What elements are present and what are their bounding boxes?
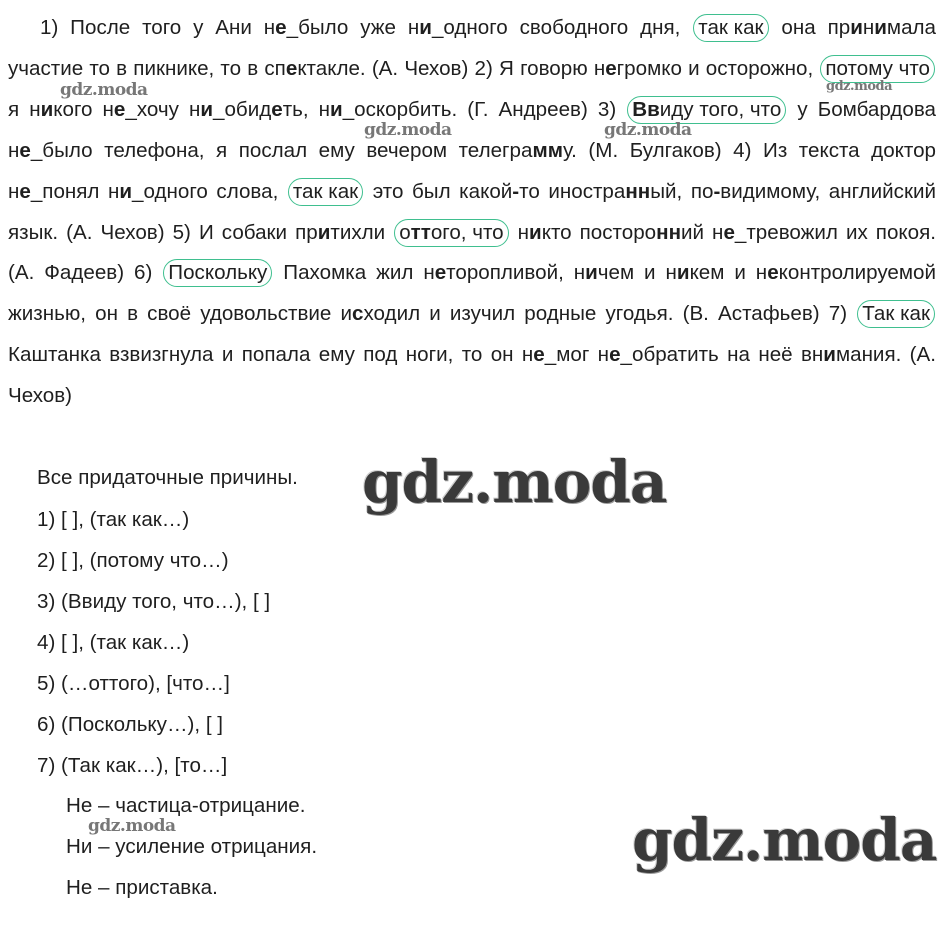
scheme-1: 1) [ ], (так как…) (37, 508, 190, 531)
highlighted-letter: е (723, 220, 735, 244)
watermark-logo: gdz.moda (60, 80, 148, 100)
highlighted-letter: и (823, 343, 836, 367)
scheme-2: 2) [ ], (потому что…) (37, 549, 229, 572)
scheme-6: 6) (Поскольку…), [ ] (37, 713, 224, 736)
highlighted-conjunction: так как (288, 178, 363, 206)
highlighted-letter: и (585, 261, 598, 285)
note-ne-prefix: Не – приставка. (66, 876, 218, 899)
highlighted-letter: и (40, 97, 54, 121)
scheme-4: 4) [ ], (так как…) (37, 631, 190, 654)
highlighted-letter: е (19, 138, 31, 162)
highlighted-conjunction: оттого, что (394, 219, 508, 247)
note-ne-particle: Не – частица-отрицание. (66, 794, 306, 817)
highlighted-letter: с (352, 302, 364, 326)
highlighted-letter: и (529, 220, 542, 244)
highlighted-letter: и (850, 16, 863, 39)
highlighted-letter: е (533, 343, 545, 367)
highlighted-letter: мм (532, 138, 563, 162)
highlighted-letter: е (609, 343, 621, 367)
watermark-logo: gdz.moda (88, 816, 176, 836)
highlighted-letter: е (605, 56, 617, 80)
note-ni-intensifier: Ни – усиление отрицания. (66, 835, 318, 858)
highlighted-conjunction: потому что (820, 55, 935, 83)
highlighted-letter: е (271, 97, 283, 121)
highlighted-conjunction: Поскольку (163, 259, 272, 287)
watermark-logo: gdz.moda (604, 120, 692, 140)
watermark-logo-large: gdz.moda (362, 448, 667, 516)
highlighted-letter: е (19, 179, 31, 203)
highlighted-letter: - (512, 179, 520, 203)
highlighted-letter: нн (656, 220, 682, 244)
scheme-7: 7) (Так как…), [то…] (37, 754, 228, 777)
highlighted-letter: и (676, 261, 690, 285)
highlighted-letter: и (317, 220, 331, 244)
highlighted-letter: е (275, 16, 287, 39)
highlighted-letter: и (419, 16, 432, 39)
highlighted-letter: нн (625, 179, 651, 203)
highlighted-conjunction: так как (693, 14, 768, 42)
highlighted-letter: и (200, 97, 213, 121)
highlighted-letter: е (113, 97, 126, 121)
watermark-logo: gdz.moda (826, 79, 893, 94)
watermark-logo: gdz.moda (364, 120, 452, 140)
watermark-logo-large: gdz.moda (632, 806, 937, 874)
highlighted-letter: - (713, 179, 721, 203)
highlighted-letter: е (285, 56, 298, 80)
exercise-text: 1) После того у Ани не_было уже ни_одного свободного дня, так как она принимала участие то в пикнике, то в спектакле. (А. Чехов) 2) Я говорю негромко и осторожно, потому что я никого не_хочу ни_обидеть, ни_оскорбить. (Г. Андреев) 3) Ввиду того, что у Бомбардова не_было телефона, я послал ему вечером телеграмму. (М. Булгаков) 4) Из текста доктор не_понял ни_одного слова, так как это был какой-то иностранный, по-видимому, английский язык. (А. Чехов) 5) И собаки притихли оттого, что никто посторонний не_тревожил их покоя. (А. Фадеев) 6) Поскольку Пахомка жил неторопливой, ничем и никем и неконтролируемой жизнью, он в своё удовольствие исходил и изучил родные угодья. (В. Астафьев) 7) Так как Каштанка взвизгнула и попала ему под ноги, то он не_мог не_обратить на неё внимания. (А. Чехов) (8, 16, 937, 408)
scheme-3: 3) (Ввиду того, что…), [ ] (37, 590, 271, 613)
scheme-5: 5) (…оттого), [что…] (37, 672, 230, 695)
highlighted-letter: е (434, 261, 447, 285)
highlighted-conjunction: Так как (857, 300, 935, 328)
answer-heading: Все придаточные причины. (37, 466, 298, 489)
highlighted-letter: и (330, 97, 343, 121)
highlighted-letter: е (767, 261, 779, 285)
highlighted-conjunction: Ввиду того, что (627, 96, 786, 124)
highlighted-letter: и (119, 179, 133, 203)
highlighted-letter: и (874, 16, 887, 39)
